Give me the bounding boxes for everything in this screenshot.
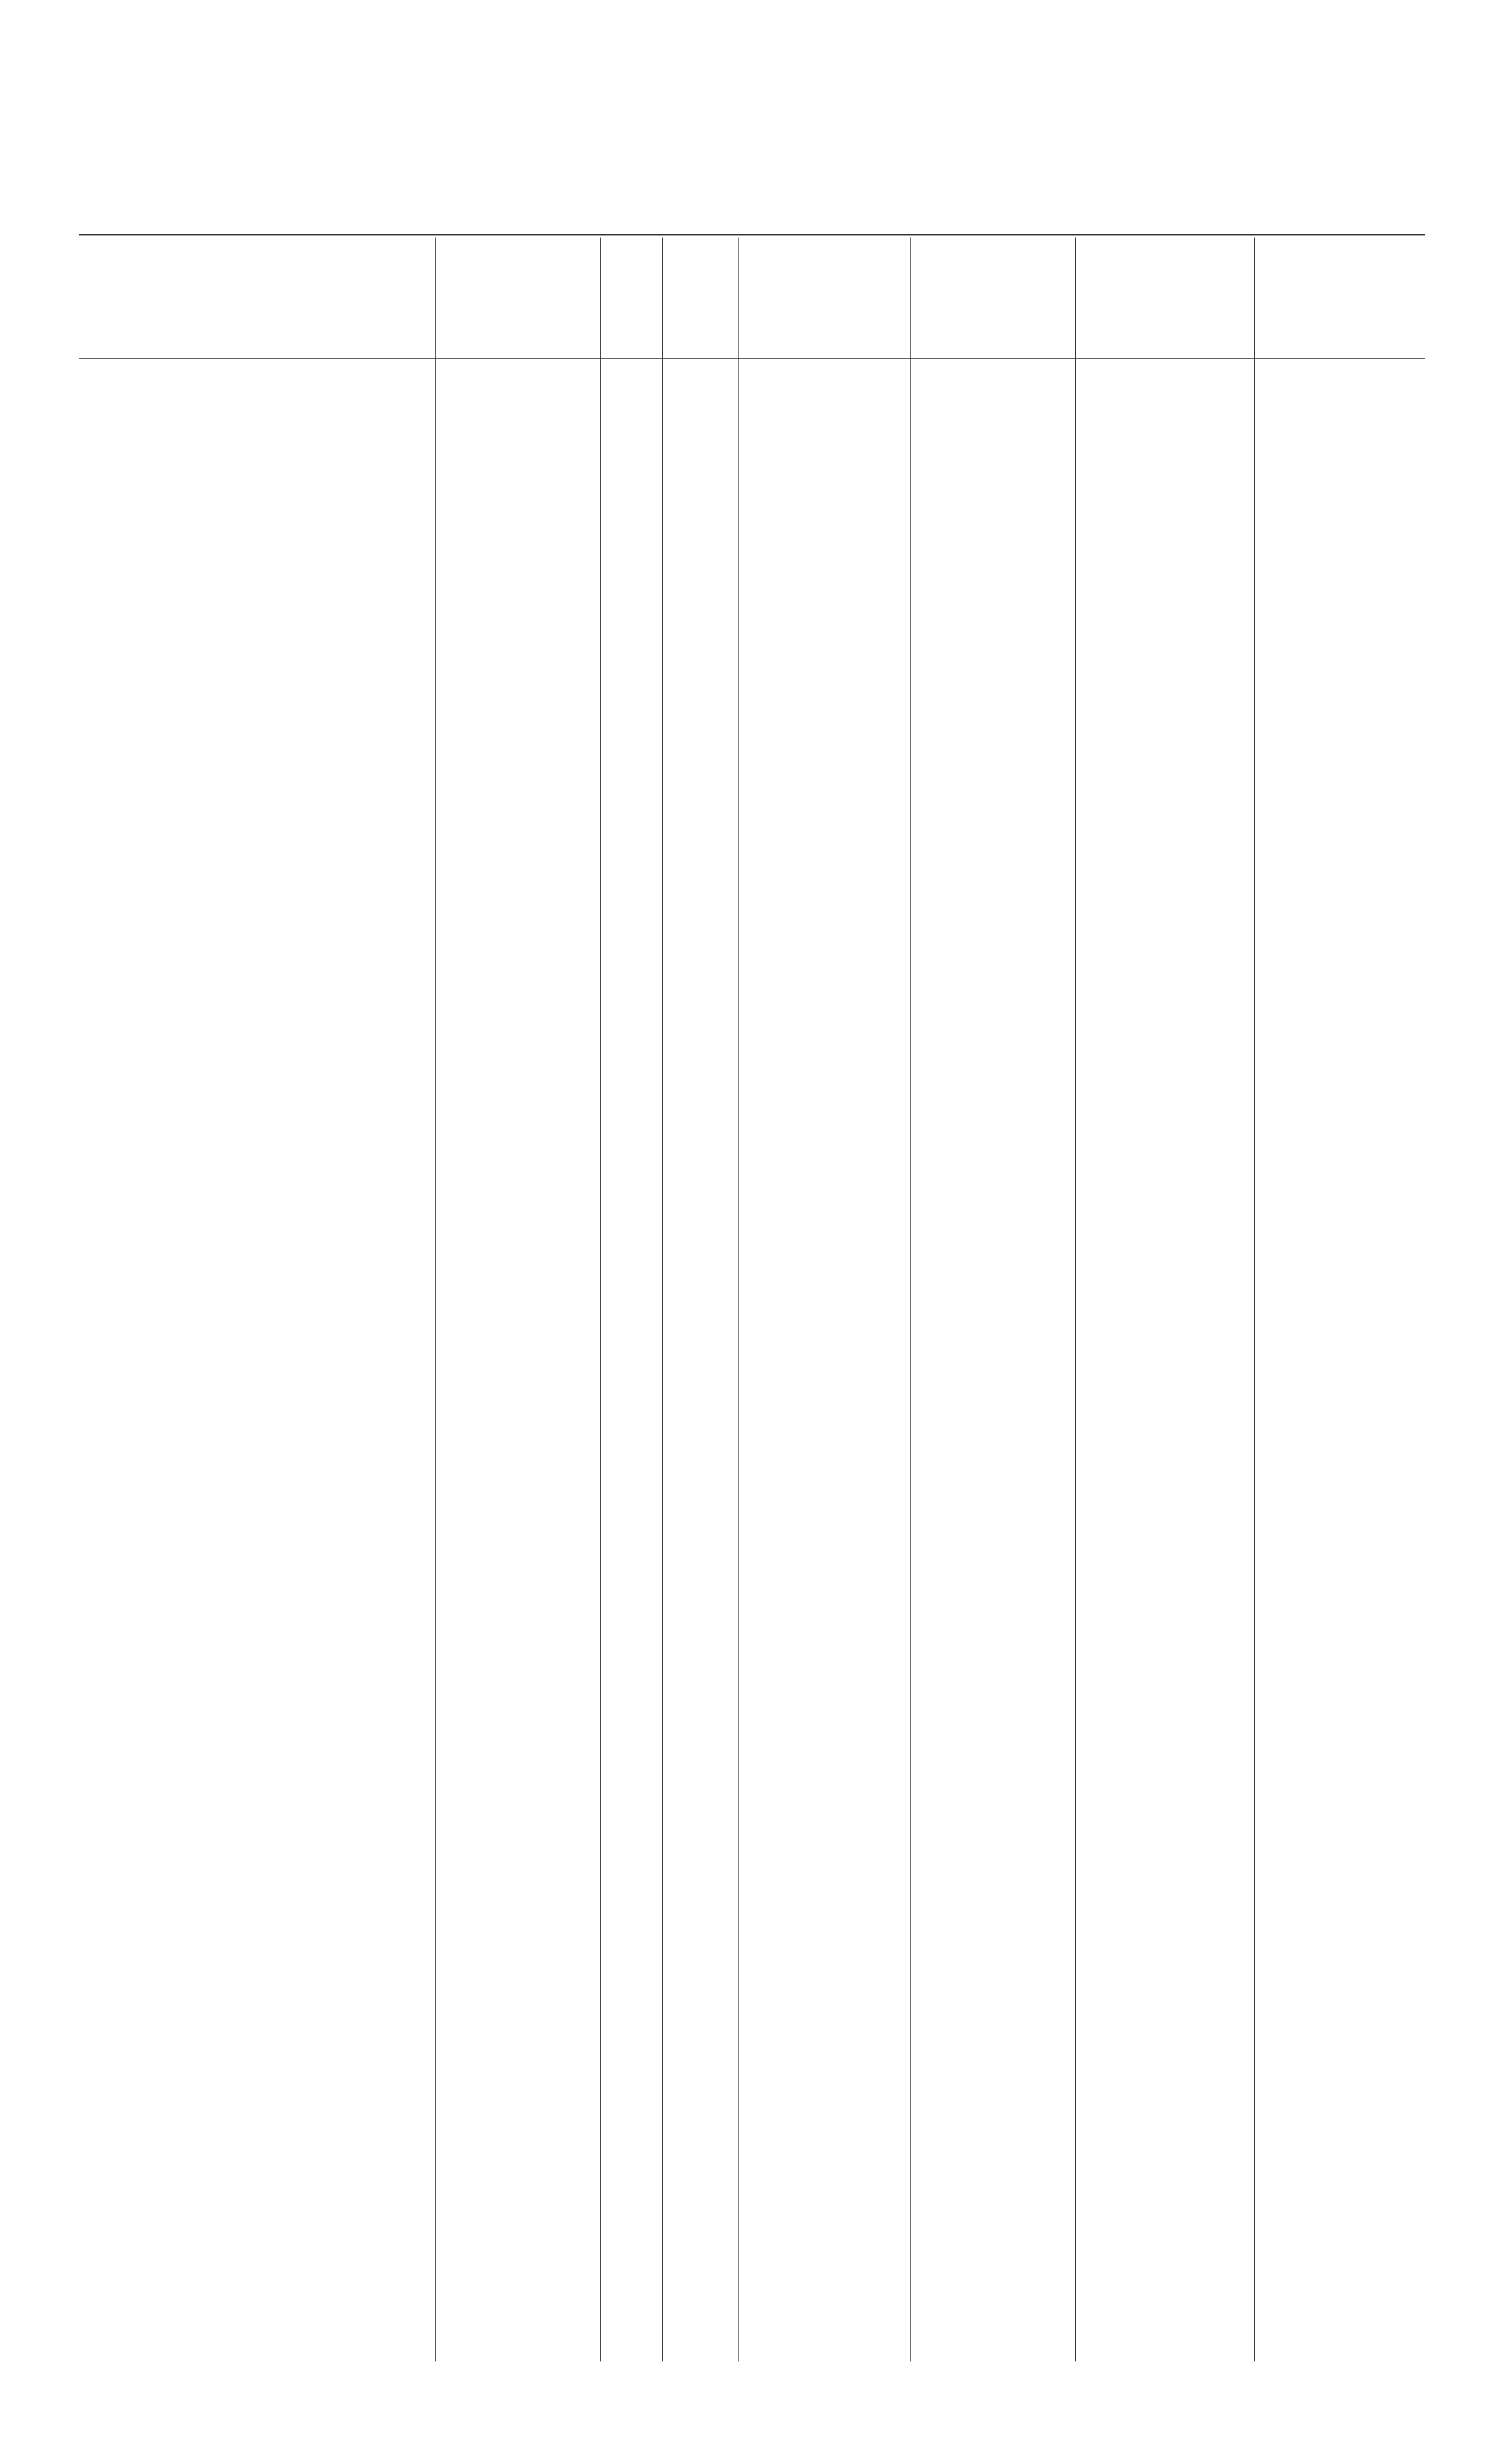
column-divider — [435, 238, 436, 2361]
header-top-rule — [79, 234, 1425, 235]
column-divider — [662, 238, 663, 2361]
column-divider — [910, 238, 911, 2361]
header-bottom-rule — [79, 358, 1425, 359]
header-year — [614, 234, 648, 372]
header-members — [659, 266, 728, 377]
column-divider — [600, 238, 601, 2361]
column-divider — [1075, 238, 1076, 2361]
column-divider — [738, 238, 739, 2361]
column-divider — [1254, 238, 1255, 2361]
